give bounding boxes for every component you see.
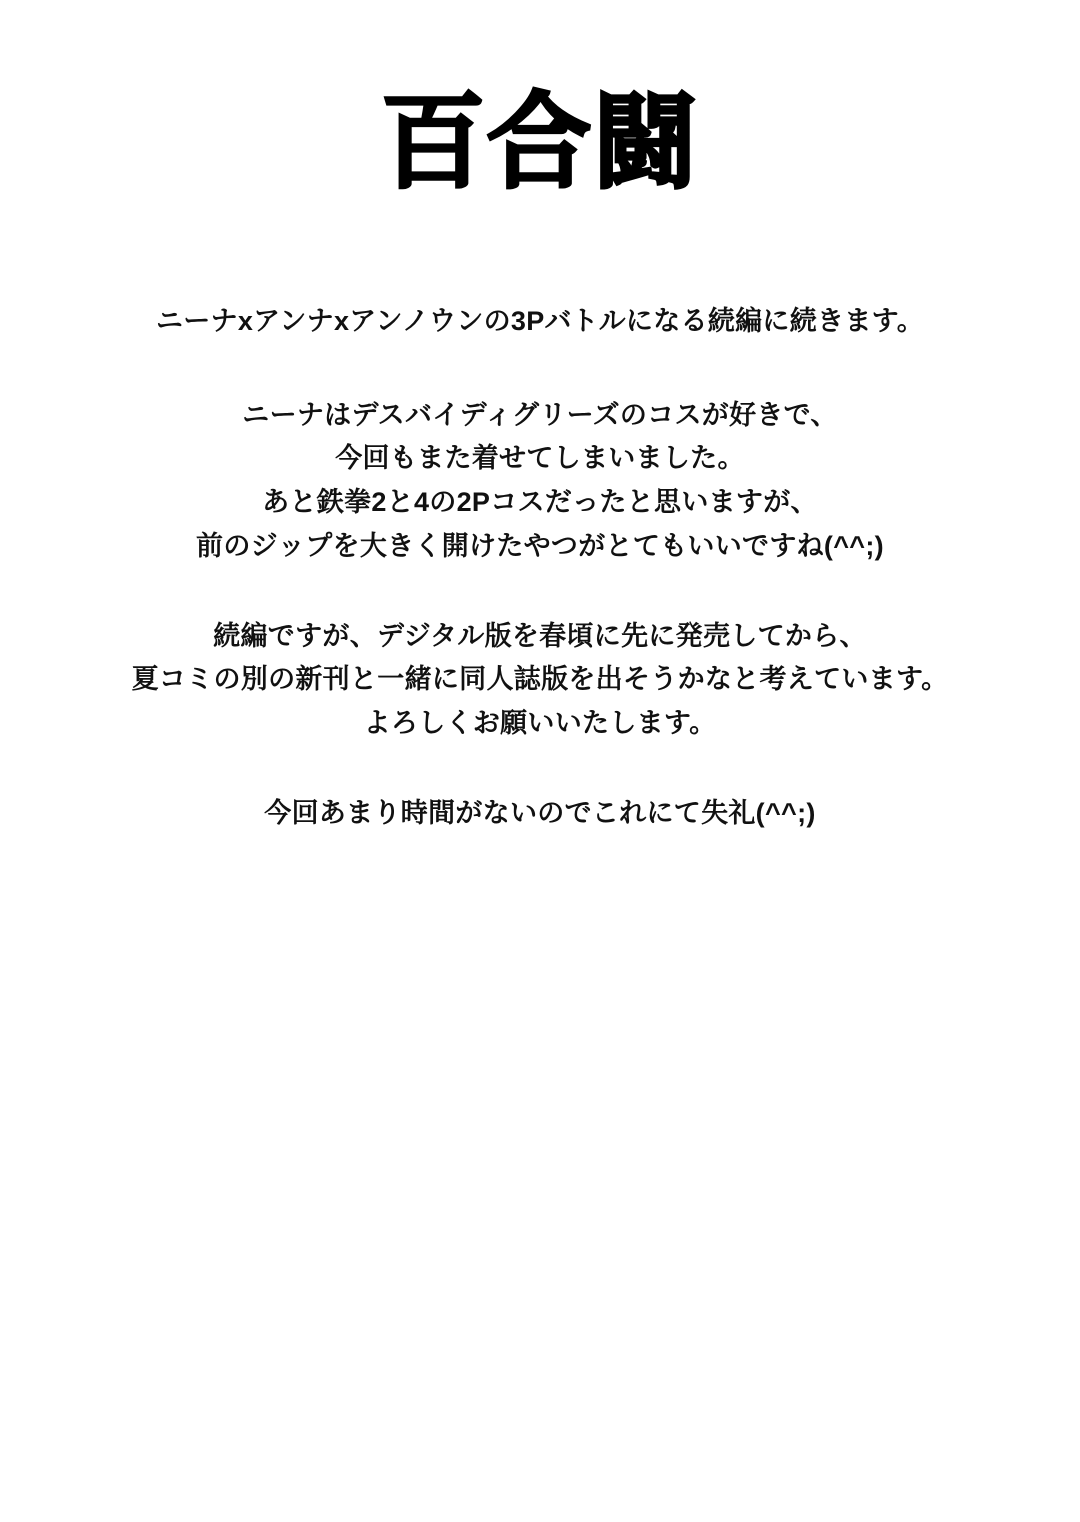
- costume-note-line-2: 今回もまた着せてしまいました。: [335, 443, 745, 474]
- closing-note-line-1: 今回あまり時間がないのでこれにて失礼(^^;): [264, 797, 816, 828]
- costume-note-line-1: ニーナはデスバイディグリーズのコスが好きで、: [242, 399, 838, 430]
- closing-note: [0, 792, 1080, 836]
- afterword-text-block: [0, 300, 1080, 836]
- release-plan-note-line-1: 続編ですが、デジタル版を春頃に先に発売してから、: [213, 620, 867, 651]
- costume-note-line-3: あと鉄拳2と4の2Pコスだったと思いますが、: [262, 487, 818, 518]
- release-plan-note-line-3: よろしくお願いいたします。: [363, 708, 717, 739]
- page-title: 百合闘: [380, 81, 699, 203]
- release-plan-note-line-2: 夏コミの別の新刊と一緒に同人誌版を出そうかなと考えています。: [131, 664, 949, 695]
- sequel-note: [0, 300, 1080, 344]
- costume-note-line-4: 前のジップを大きく開けたやつがとてもいいですね(^^;): [196, 530, 884, 561]
- release-plan-note: [0, 615, 1080, 746]
- costume-note: [0, 394, 1080, 569]
- sequel-note-line-1: ニーナxアンナxアンノウンの3Pバトルになる続編に続きます。: [155, 306, 925, 336]
